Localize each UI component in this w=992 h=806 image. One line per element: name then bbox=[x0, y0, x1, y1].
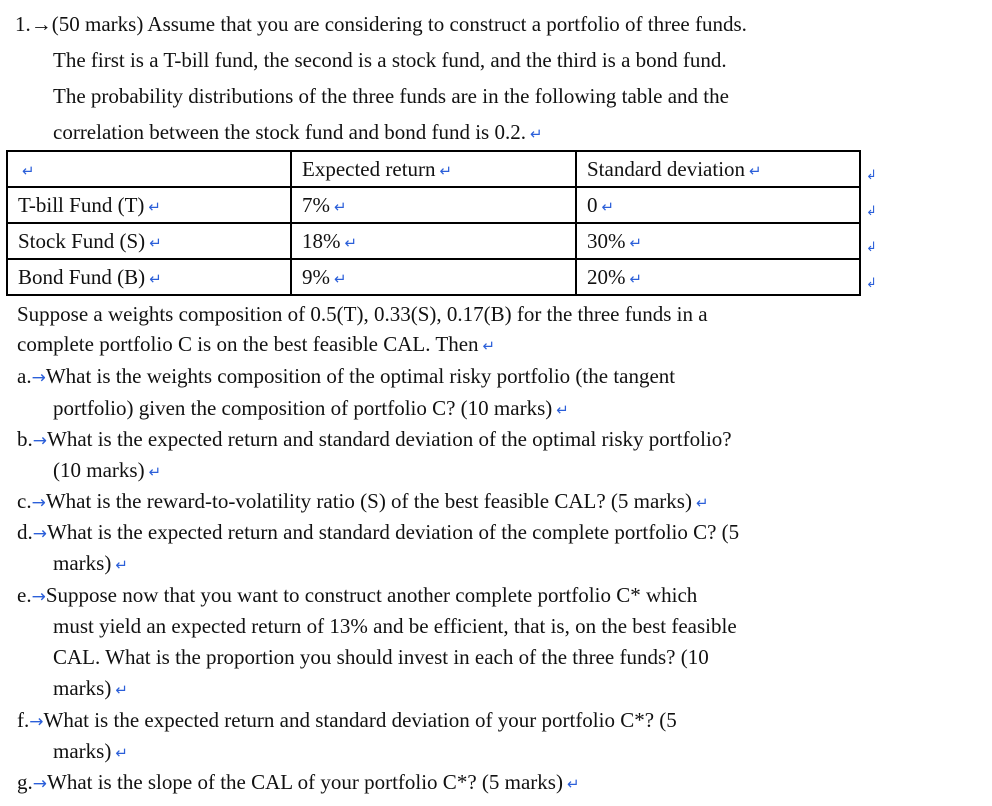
table-row bbox=[7, 259, 860, 295]
return-mark-icon: ↵ bbox=[601, 197, 615, 216]
return-mark-icon: ↵ bbox=[115, 744, 128, 762]
return-mark-icon: ↵ bbox=[556, 401, 569, 419]
return-mark-icon: ↵ bbox=[629, 233, 643, 252]
intro-line-4-text: correlation between the stock fund and bond fund is 0.2. bbox=[53, 120, 526, 144]
return-mark-icon: ↵ bbox=[148, 463, 162, 481]
return-mark-icon: ↵ bbox=[22, 161, 35, 180]
std-dev-cell: 0 ↵ bbox=[576, 187, 860, 223]
row-end-mark-icon: ↲ bbox=[866, 240, 877, 255]
tab-arrow-icon: → bbox=[32, 774, 47, 794]
fund-name-cell: Bond Fund (B) ↵ bbox=[7, 259, 291, 295]
table-header-row bbox=[7, 151, 860, 187]
row-end-mark-icon: ↲ bbox=[866, 276, 877, 291]
return-mark-icon: ↵ bbox=[529, 125, 543, 143]
return-mark-icon: ↵ bbox=[149, 269, 162, 288]
fund-name-cell: Stock Fund (S) ↵ bbox=[7, 223, 291, 259]
header-cell-empty bbox=[7, 151, 291, 187]
funds-table bbox=[6, 150, 861, 296]
intro-line-4 bbox=[53, 118, 543, 148]
table-row bbox=[7, 223, 860, 259]
std-dev-cell: 30% ↵ bbox=[576, 223, 860, 259]
question-e-line-3: CAL. What is the proportion you should invest in each of the three funds? (10 bbox=[53, 645, 709, 669]
question-e-line-4: marks) ↵ bbox=[53, 676, 128, 700]
std-dev-cell: 20% ↵ bbox=[576, 259, 860, 295]
question-g-line-1: g.→What is the slope of the CAL of your portfolio C*? (5 marks) ↵ bbox=[17, 770, 580, 794]
fund-name-cell: T-bill Fund (T) ↵ bbox=[7, 187, 291, 223]
question-e-line-2: must yield an expected return of 13% and be efficient, that is, on the best feasible bbox=[53, 614, 737, 638]
question-f-line-1: f.→What is the expected return and standard deviation of your portfolio C*? (5 bbox=[17, 708, 677, 732]
expected-return-cell: 9% ↵ bbox=[291, 259, 576, 295]
setup-line-2: complete portfolio C is on the best feasible CAL. Then ↵ bbox=[17, 332, 496, 356]
question-f-line-2: marks) ↵ bbox=[53, 739, 128, 763]
header-cell-std-dev: Standard deviation ↵ bbox=[576, 151, 860, 187]
row-end-mark-icon: ↲ bbox=[866, 204, 877, 219]
expected-return-cell: 18% ↵ bbox=[291, 223, 576, 259]
return-mark-icon: ↵ bbox=[566, 775, 580, 793]
table-row bbox=[7, 187, 860, 223]
intro-line-1: 1.→(50 marks) Assume that you are considering to construct a portfolio of three funds. bbox=[15, 12, 747, 36]
question-c-line-1: c.→What is the reward-to-volatility ratio (S) of the best feasible CAL? (5 marks) ↵ bbox=[17, 489, 709, 513]
tab-arrow-icon: → bbox=[31, 587, 46, 607]
header-cell-expected-return: Expected return ↵ bbox=[291, 151, 576, 187]
return-mark-icon: ↵ bbox=[149, 233, 162, 252]
return-mark-icon: ↵ bbox=[482, 337, 496, 355]
setup-line-1: Suppose a weights composition of 0.5(T), 0.33(S), 0.17(B) for the three funds in a bbox=[17, 302, 708, 326]
question-a-line-2: portfolio) given the composition of portfolio C? (10 marks) ↵ bbox=[53, 396, 569, 420]
return-mark-icon: ↵ bbox=[115, 681, 128, 699]
return-mark-icon: ↵ bbox=[334, 197, 347, 216]
tab-arrow-icon: → bbox=[31, 493, 46, 513]
intro-line-2: The first is a T-bill fund, the second is a stock fund, and the third is a bond fund. bbox=[53, 48, 727, 72]
return-mark-icon: ↵ bbox=[439, 161, 453, 180]
question-b-line-2: (10 marks) ↵ bbox=[53, 458, 162, 482]
question-e-line-1: e.→Suppose now that you want to construct another complete portfolio C* which bbox=[17, 583, 698, 607]
tab-arrow-icon: → bbox=[32, 524, 47, 544]
return-mark-icon: ↵ bbox=[695, 494, 709, 512]
intro-line-3: The probability distributions of the three funds are in the following table and the bbox=[53, 84, 729, 108]
question-d-line-2: marks) ↵ bbox=[53, 551, 128, 575]
return-mark-icon: ↵ bbox=[148, 197, 161, 216]
row-end-mark-icon: ↲ bbox=[866, 168, 877, 183]
question-b-line-1: b.→What is the expected return and standard deviation of the optimal risky portfolio? bbox=[17, 427, 732, 451]
tab-arrow-icon: → bbox=[31, 368, 46, 388]
return-mark-icon: ↵ bbox=[115, 556, 128, 574]
tab-arrow-icon: → bbox=[29, 712, 44, 732]
return-mark-icon: ↵ bbox=[344, 233, 358, 252]
tab-arrow-icon: → bbox=[32, 431, 47, 451]
question-a-line-1: a.→What is the weights composition of the optimal risky portfolio (the tangent bbox=[17, 364, 676, 388]
return-mark-icon: ↵ bbox=[334, 269, 347, 288]
return-mark-icon: ↵ bbox=[749, 161, 762, 180]
question-d-line-1: d.→What is the expected return and standard deviation of the complete portfolio C? (5 bbox=[17, 520, 740, 544]
expected-return-cell: 7% ↵ bbox=[291, 187, 576, 223]
return-mark-icon: ↵ bbox=[629, 269, 643, 288]
